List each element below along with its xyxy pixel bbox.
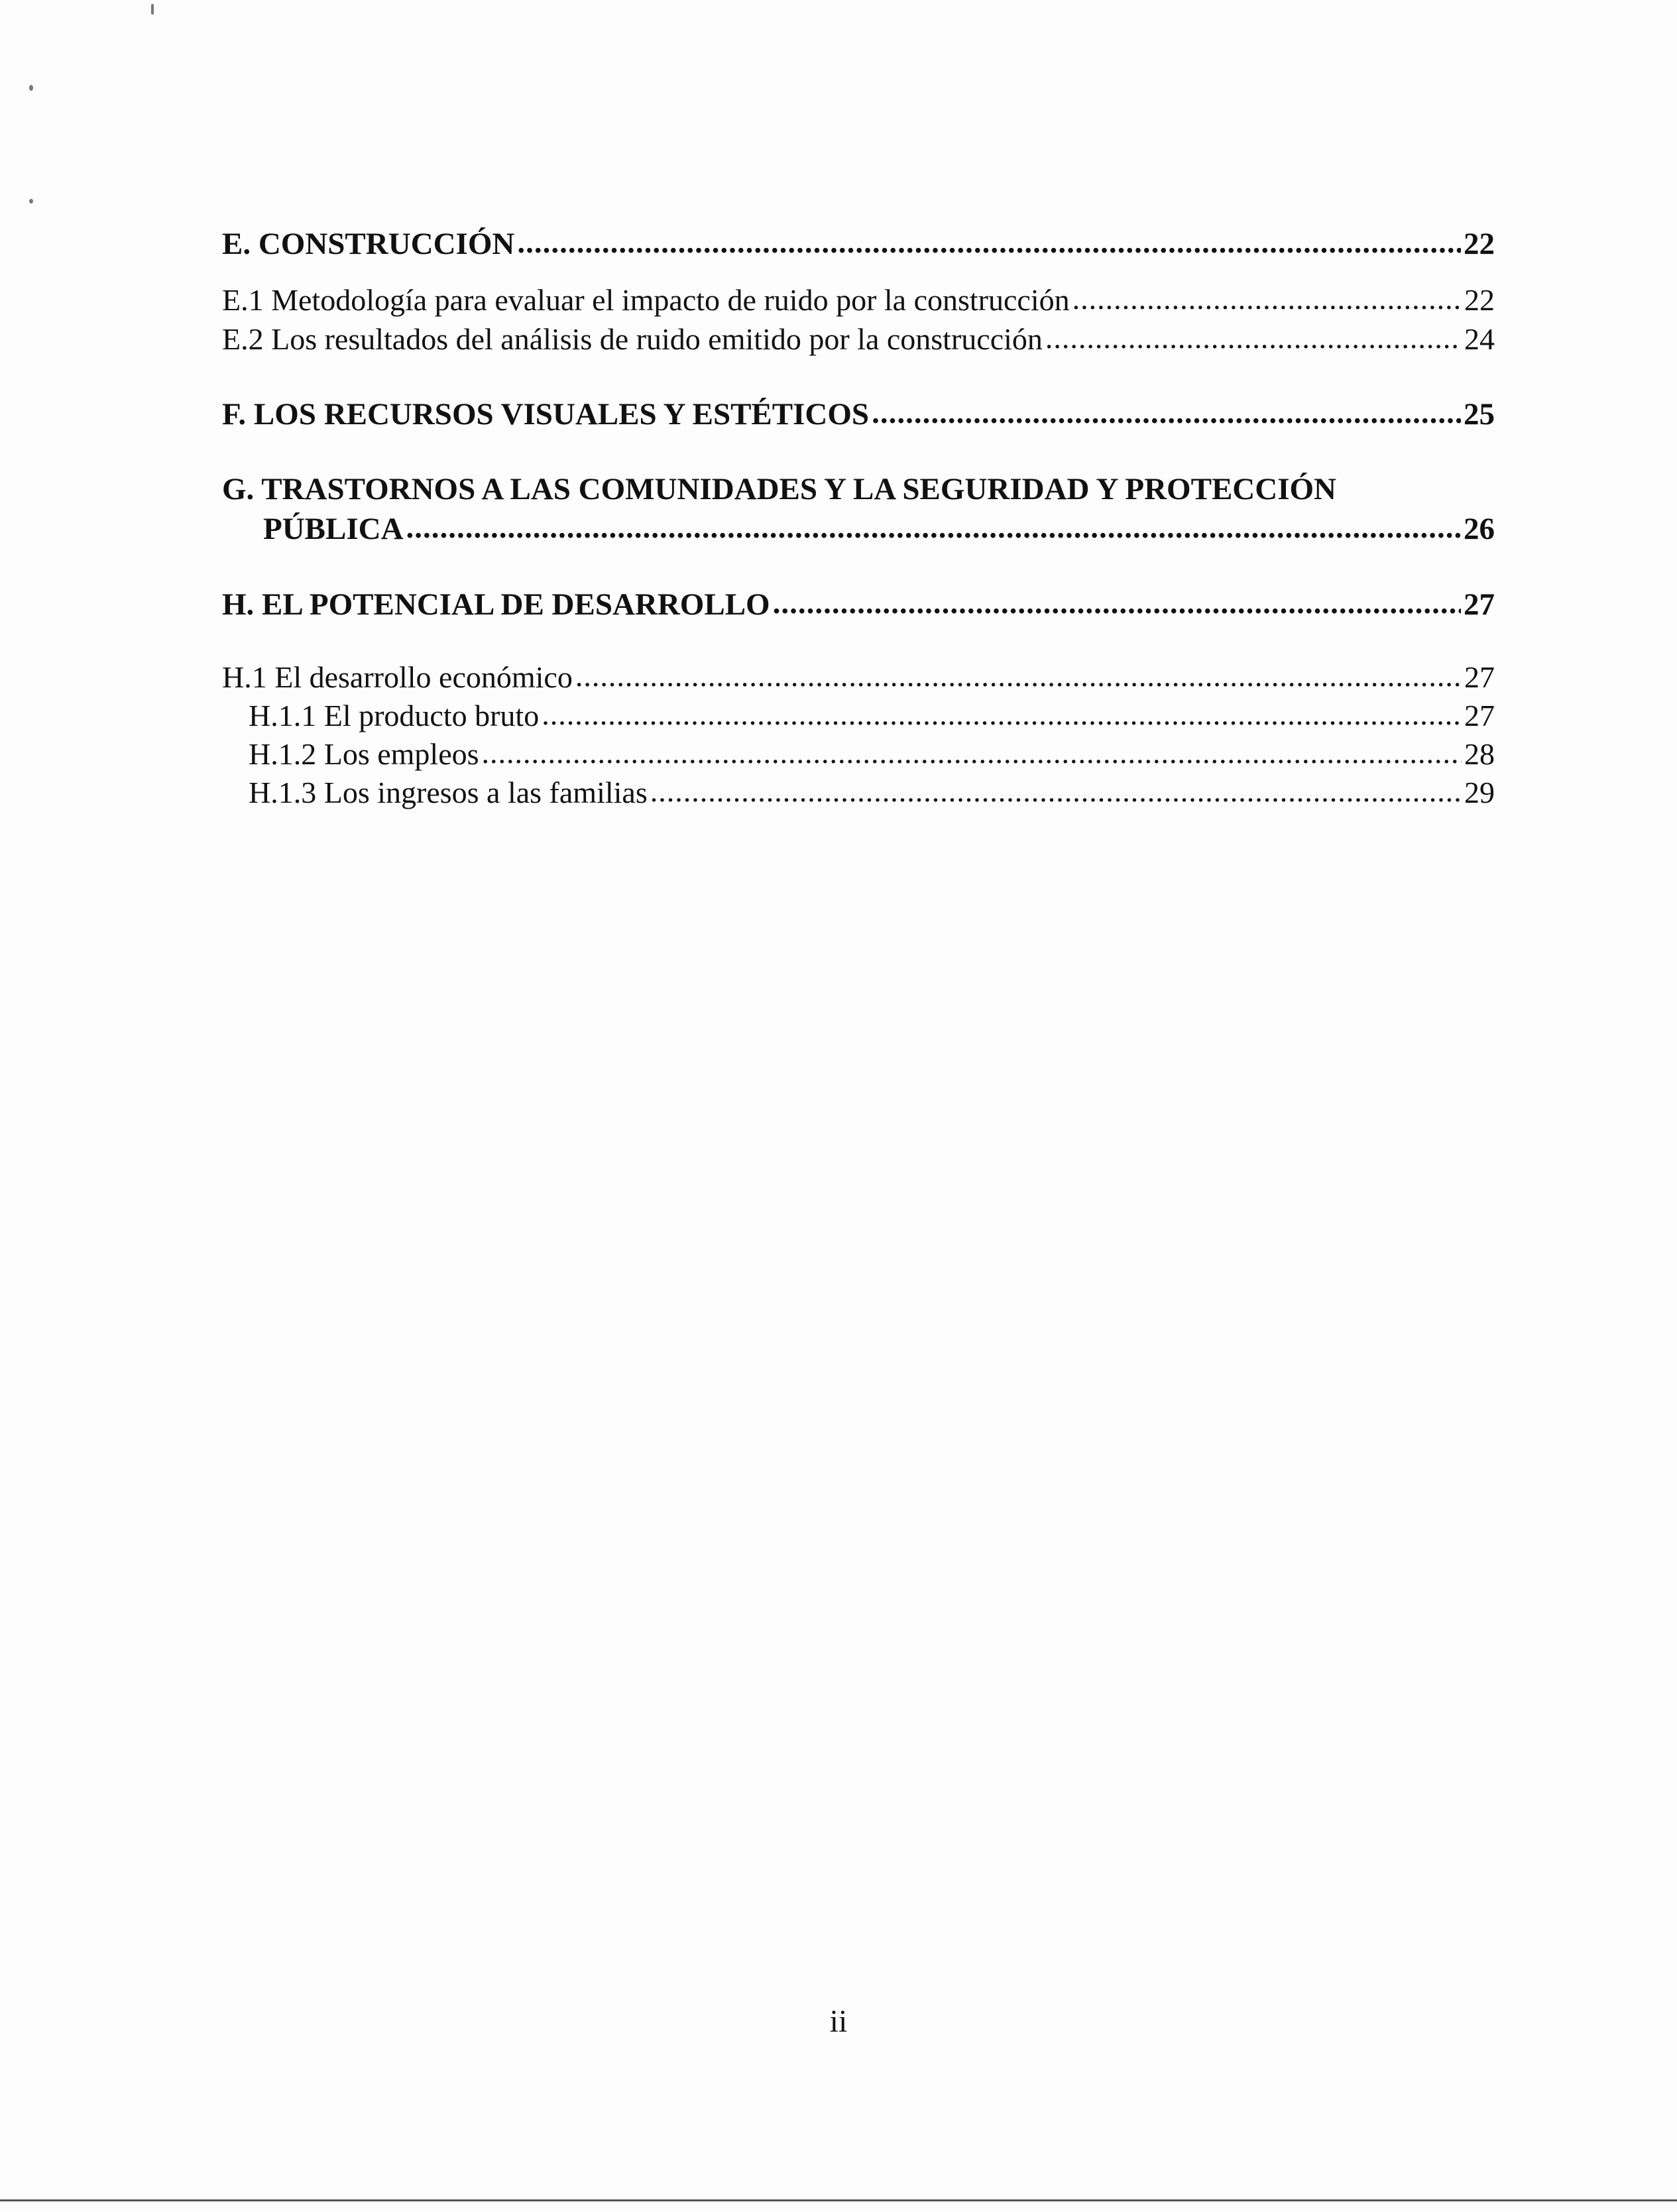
toc-entry-page: 22 (1464, 227, 1495, 261)
toc-entry-label: H. EL POTENCIAL DE DESARROLLO (222, 587, 770, 622)
scan-speck (29, 199, 33, 204)
toc-entry-page: 27 (1464, 660, 1495, 694)
toc-entry-label: H.1.1 El producto bruto (249, 699, 540, 732)
toc-entry-page: 26 (1464, 512, 1495, 546)
toc-entry-g-line1[interactable] (222, 469, 1495, 509)
toc-entry-h11[interactable] (222, 696, 1495, 736)
toc-entry-h1[interactable] (222, 658, 1495, 697)
toc-entry-label: H.1 El desarrollo económico (222, 660, 573, 694)
page-number: ii (829, 2004, 848, 2039)
dot-leader (872, 393, 1461, 433)
toc-entry-e[interactable] (222, 224, 1495, 264)
dot-leader (773, 583, 1461, 623)
dot-leader (1045, 318, 1462, 358)
toc-entry-h[interactable] (222, 585, 1495, 624)
toc-entry-label: H.1.3 Los ingresos a las familias (249, 776, 648, 809)
toc-entry-label: E.1 Metodología para evaluar el impacto de ruido por la construcción (222, 283, 1070, 317)
toc-entry-label: PÚBLICA (263, 512, 404, 546)
toc-entry-page: 27 (1464, 587, 1495, 622)
toc-entry-h12[interactable] (222, 734, 1495, 774)
toc-entry-page: 29 (1464, 776, 1495, 809)
toc-entry-label: F. LOS RECURSOS VISUALES Y ESTÉTICOS (222, 397, 870, 432)
toc-entry-f[interactable] (222, 394, 1495, 434)
dot-leader (542, 695, 1462, 734)
toc-entry-h13[interactable] (222, 773, 1495, 813)
scan-speck (151, 4, 154, 15)
toc-entry-page: 24 (1464, 322, 1495, 356)
scan-edge-line (0, 2199, 1677, 2201)
dot-leader (406, 508, 1461, 548)
dot-leader (650, 772, 1462, 811)
toc-entry-e1[interactable] (222, 280, 1495, 320)
toc-entry-e2[interactable] (222, 320, 1495, 359)
toc-entry-page: 27 (1464, 699, 1495, 732)
toc-entry-page: 22 (1464, 283, 1495, 317)
toc-entry-label: H.1.2 Los empleos (249, 737, 479, 771)
dot-leader (482, 733, 1462, 773)
dot-leader (517, 223, 1461, 262)
dot-leader (575, 656, 1462, 696)
scan-speck (29, 85, 33, 91)
toc-entry-page: 28 (1464, 737, 1495, 771)
toc-entry-label: E. CONSTRUCCIÓN (222, 227, 515, 261)
toc-entry-label: E.2 Los resultados del análisis de ruido emitido por la construcción (222, 322, 1043, 356)
dot-leader (1072, 279, 1462, 319)
toc-entry-label: G. TRASTORNOS A LAS COMUNIDADES Y LA SEGURIDAD Y PROTECCIÓN (222, 472, 1336, 506)
toc-entry-g[interactable] (222, 509, 1495, 549)
toc-entry-page: 25 (1464, 397, 1495, 432)
